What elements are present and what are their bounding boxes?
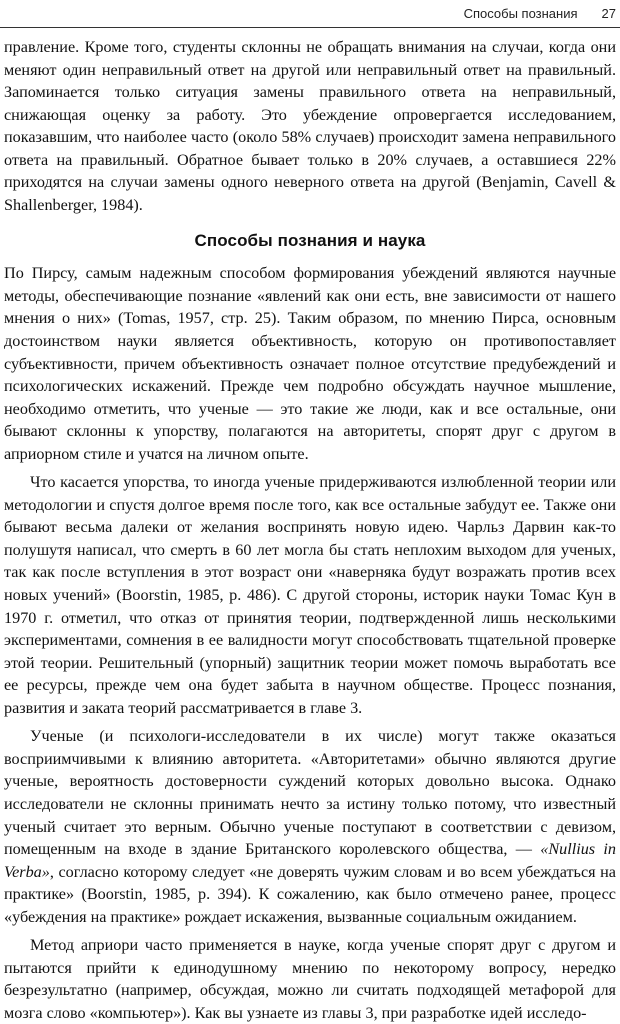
running-header-title: Способы познания <box>463 5 578 21</box>
paragraph-authority-part1: Ученые (и психологи-исследователи в их числе) могут также оказаться восприимчивыми к влиянию авторитета. «Авторитетами» обычно являются другие ученые, вероятность достоверности суждений которых довольно высока. Однако исследователи не склонны принимать нечто за истину только потому, что известный ученый считает это верным. Обычно ученые поступают в соответствии с девизом, помещенным на входе в здание Британского королевского общества, — <box>4 727 616 859</box>
paragraph-authority <box>4 725 616 928</box>
paragraph-continuation: правление. Кроме того, студенты склонны не обращать внимания на случаи, когда они меняют один неправильный ответ на другой или неправильный ответ на правильный. Запоминается только ситуация замены правильного ответа на неправильный, снижающая оценку за работу. Это убеждение опровергается исследованием, показавшим, что наиболее часто (около 58% случаев) происходит замена неправильного ответа на правильный. Обратное бывает только в 20% случаев, а оставшиеся 22% приходятся на случаи замены одного неверного ответа на другой (Benjamin, Cavell & Shallenberger, 1984). <box>4 38 616 214</box>
section-heading: Способы познания и наука <box>194 231 426 251</box>
header-divider <box>0 27 620 28</box>
paragraph-authority-part2: , согласно которому следует «не доверять чужим словам и во всем убеждаться на практике» (Boorstin, 1985, p. 394). К сожалению, как было отмечено ранее, процесс «убеждения на практике» рождает искажения, вызванные социальным ожиданием. <box>4 862 616 926</box>
running-header <box>464 0 616 26</box>
paragraph-tenacity: Что касается упорства, то иногда ученые придерживаются излюбленной теории или методологии и спустя долгое время после того, как все остальные забудут ее. Также они бывают весьма далеки от желания воспринять новую идею. Чарльз Дарвин как-то полушутя написал, что смерть в 60 лет могла бы стать неплохим выходом для ученых, так как после вступления в этот возраст они «наверняка будут возражать против всех новых учений» (Boorstin, 1985, p. 486). С другой стороны, историк науки Томас Кун в 1970 г. отметил, что отказ от принятия теории, подтвержденной лишь несколькими экспериментами, сомнения в ее валидности могут способствовать тщательной проверке этой теории. Решительный (упорный) защитник теории может помочь выработать все ее ресурсы, прежде чем она будет забыта в научном обществе. Процесс познания, развития и заката теорий рассматривается в главе 3. <box>4 473 616 717</box>
motto-nullius-in-verba: «Nullius in Verba» <box>4 840 616 881</box>
paragraph-a-priori: Метод априори часто применяется в науке, когда ученые спорят друг с другом и пытаются прийти к единодушному мнению по некоторому вопросу, нередко безрезультатно (например, обсуждая, можно ли считать подходящей метафорой для мозга слово «компьютер»). Как вы узнаете из главы 3, при разработке идей исследо- <box>4 936 616 1022</box>
body-text <box>4 36 616 1024</box>
page-number: 27 <box>601 5 616 21</box>
paragraph-peirce: По Пирсу, самым надежным способом формирования убеждений являются научные методы, обеспечивающие познание «явлений как они есть, вне зависимости от нашего мнения о них» (Tomas, 1957, стр. 25). Таким образом, по мнению Пирса, основным достоинством науки является объективность, которую он противопоставляет субъективности, причем объективность означает полное отсутствие предубеждений и психологических искажений. Прежде чем подробно обсуждать научное мышление, необходимо отметить, что ученые — это такие же люди, как и все остальные, они бывают склонны к упорству, полагаются на авторитеты, спорят друг с другом в априорном стиле и учатся на личном опыте. <box>4 264 616 463</box>
